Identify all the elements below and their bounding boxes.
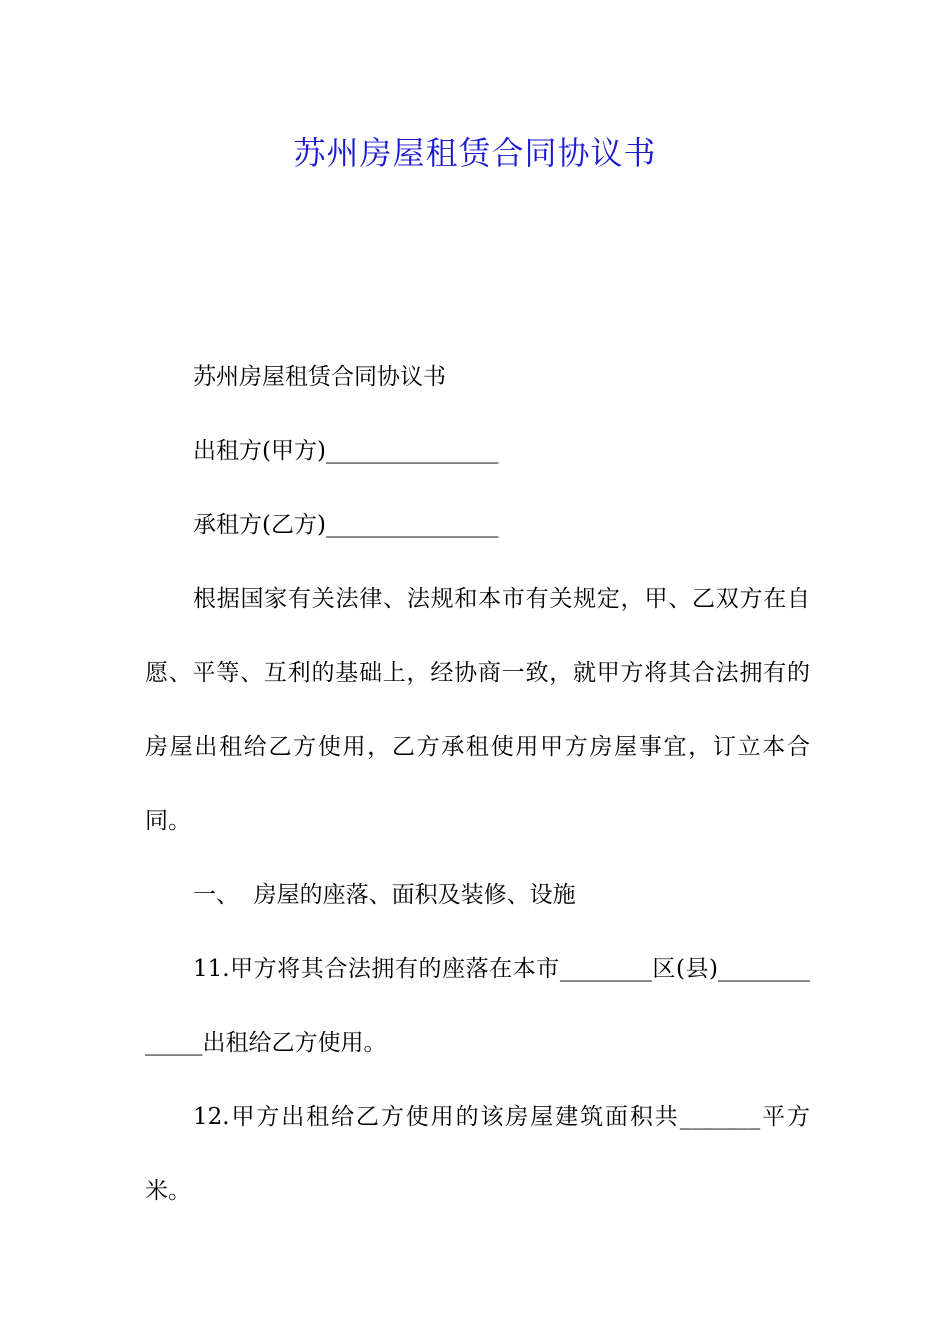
paragraph-preamble: 根据国家有关法律、法规和本市有关规定，甲、乙双方在自愿、平等、互利的基础上，经协商一致，就甲方将其合法拥有的房屋出租给乙方使用，乙方承租使用甲方房屋事宜，订立本合同。 — [145, 586, 810, 834]
paragraph-clause-11: 11.甲方将其合法拥有的座落在本市________区(县)_____________出租给乙方使用。 — [145, 956, 810, 1056]
paragraph-heading: 苏州房屋租赁合同协议书 — [193, 364, 446, 390]
document-body — [145, 340, 810, 1228]
paragraph-lessor: 出租方(甲方)_______________ — [193, 438, 499, 464]
document-title: 苏州房屋租赁合同协议书 — [293, 134, 657, 172]
paragraph-lessee: 承租方(乙方)_______________ — [193, 512, 499, 538]
paragraph-clause-12: 12.甲方出租给乙方使用的该房屋建筑面积共_______平方米。 — [145, 1104, 810, 1204]
paragraph-section-one: 一、 房屋的座落、面积及装修、设施 — [193, 882, 576, 908]
